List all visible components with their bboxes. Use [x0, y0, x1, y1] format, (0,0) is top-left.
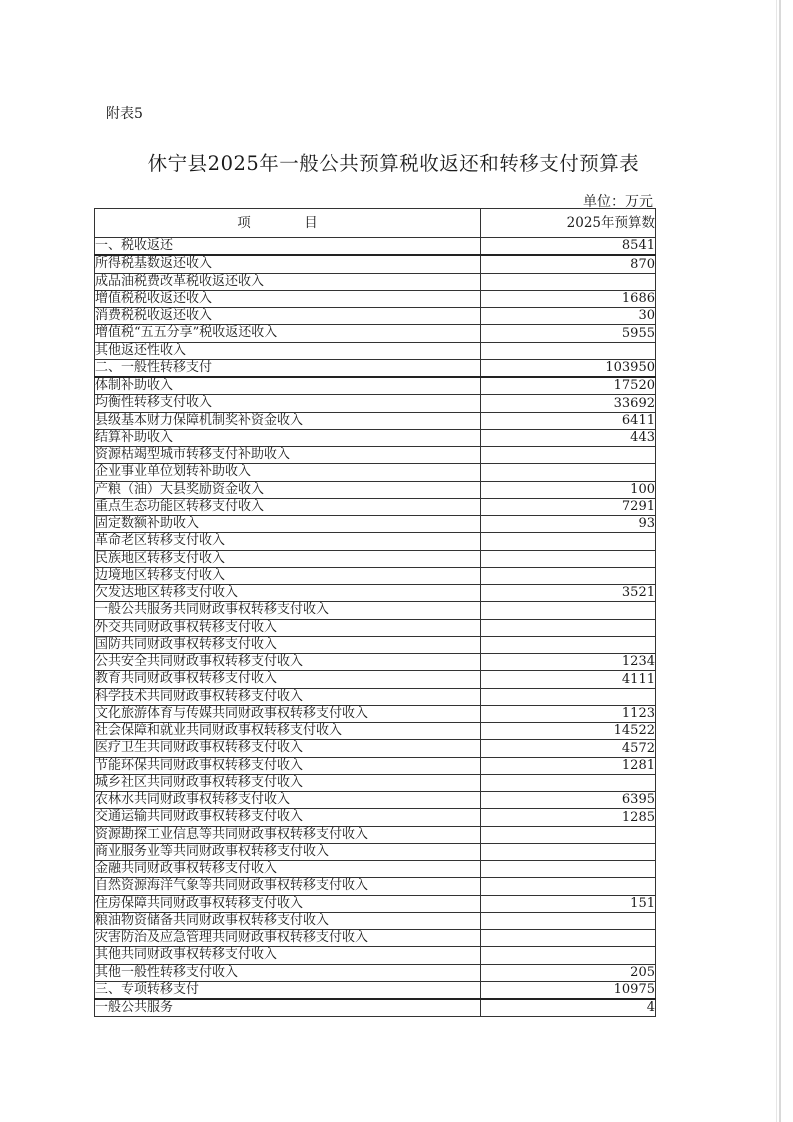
column-header-item: 项 目 [95, 209, 481, 238]
row-item-name: 金融共同财政事权转移支付收入 [95, 861, 481, 878]
row-budget-value [481, 342, 656, 359]
table-row [95, 636, 656, 653]
table-row [95, 273, 656, 290]
row-budget-value: 33692 [481, 395, 656, 412]
row-budget-value [481, 636, 656, 653]
row-budget-value [481, 533, 656, 550]
row-item-name: 节能环保共同财政事权转移支付收入 [95, 757, 481, 774]
table-row [95, 774, 656, 791]
row-item-name: 粮油物资储备共同财政事权转移支付收入 [95, 912, 481, 929]
table-row [95, 619, 656, 636]
row-budget-value [481, 774, 656, 791]
row-item-name: 资源枯竭型城市转移支付补助收入 [95, 447, 481, 464]
row-item-name: 教育共同财政事权转移支付收入 [95, 671, 481, 688]
page-title: 休宁县2025年一般公共预算税收返还和转移支付预算表 [147, 152, 640, 175]
row-budget-value: 1285 [481, 809, 656, 826]
row-budget-value: 870 [481, 255, 656, 273]
row-budget-value [481, 567, 656, 584]
row-budget-value [481, 878, 656, 895]
row-item-name: 结算补助收入 [95, 429, 481, 446]
row-budget-value [481, 947, 656, 964]
row-item-name: 成品油税费改革税收返还收入 [95, 273, 481, 290]
row-item-name: 体制补助收入 [95, 377, 481, 395]
row-item-name: 边境地区转移支付收入 [95, 567, 481, 584]
table-row [95, 999, 656, 1017]
row-budget-value: 1234 [481, 654, 656, 671]
row-budget-value [481, 861, 656, 878]
table-row [95, 843, 656, 860]
table-row [95, 429, 656, 446]
row-item-name: 增值税“五五分享”税收返还收入 [95, 325, 481, 342]
row-item-name: 所得税基数返还收入 [95, 255, 481, 273]
table-category-row [95, 359, 656, 377]
row-budget-value [481, 273, 656, 290]
budget-table [94, 208, 656, 1017]
row-item-name: 产粮（油）大县奖励资金收入 [95, 481, 481, 498]
row-budget-value: 7291 [481, 498, 656, 515]
scan-edge-inner [776, 0, 777, 1122]
row-item-name: 三、专项转移支付 [95, 981, 481, 999]
unit-label: 单位：万元 [583, 194, 653, 210]
row-item-name: 城乡社区共同财政事权转移支付收入 [95, 774, 481, 791]
table-row [95, 895, 656, 912]
row-budget-value [481, 447, 656, 464]
table-row [95, 325, 656, 342]
table-row [95, 809, 656, 826]
table-row [95, 757, 656, 774]
row-item-name: 企业事业单位划转补助收入 [95, 464, 481, 481]
row-budget-value [481, 688, 656, 705]
row-budget-value: 93 [481, 516, 656, 533]
table-row [95, 585, 656, 602]
row-budget-value: 103950 [481, 359, 656, 377]
row-item-name: 增值税税收返还收入 [95, 290, 481, 307]
row-budget-value [481, 912, 656, 929]
table-header-row [95, 209, 656, 238]
row-item-name: 一般公共服务 [95, 999, 481, 1017]
row-item-name: 灾害防治及应急管理共同财政事权转移支付收入 [95, 930, 481, 947]
column-header-budget: 2025年预算数 [481, 209, 656, 238]
table-row [95, 395, 656, 412]
table-row [95, 826, 656, 843]
row-budget-value: 151 [481, 895, 656, 912]
row-item-name: 住房保障共同财政事权转移支付收入 [95, 895, 481, 912]
row-item-name: 自然资源海洋气象等共同财政事权转移支付收入 [95, 878, 481, 895]
table-category-row [95, 238, 656, 256]
row-item-name: 欠发达地区转移支付收入 [95, 585, 481, 602]
row-budget-value: 4111 [481, 671, 656, 688]
row-item-name: 交通运输共同财政事权转移支付收入 [95, 809, 481, 826]
table-row [95, 412, 656, 429]
row-budget-value: 1281 [481, 757, 656, 774]
row-item-name: 资源勘探工业信息等共同财政事权转移支付收入 [95, 826, 481, 843]
table-row [95, 602, 656, 619]
row-budget-value: 6395 [481, 792, 656, 809]
row-budget-value: 4572 [481, 740, 656, 757]
table-row [95, 342, 656, 359]
row-budget-value: 100 [481, 481, 656, 498]
table-row [95, 723, 656, 740]
row-budget-value: 14522 [481, 723, 656, 740]
row-budget-value [481, 464, 656, 481]
row-item-name: 固定数额补助收入 [95, 516, 481, 533]
table-row [95, 688, 656, 705]
row-budget-value: 6411 [481, 412, 656, 429]
row-item-name: 二、一般性转移支付 [95, 359, 481, 377]
table-row [95, 654, 656, 671]
row-budget-value [481, 619, 656, 636]
row-item-name: 其他共同财政事权转移支付收入 [95, 947, 481, 964]
row-item-name: 公共安全共同财政事权转移支付收入 [95, 654, 481, 671]
table-row [95, 377, 656, 395]
row-item-name: 均衡性转移支付收入 [95, 395, 481, 412]
row-item-name: 民族地区转移支付收入 [95, 550, 481, 567]
table-row [95, 671, 656, 688]
row-budget-value: 443 [481, 429, 656, 446]
table-row [95, 740, 656, 757]
row-budget-value: 17520 [481, 377, 656, 395]
table-row [95, 308, 656, 325]
table-row [95, 705, 656, 722]
table-row [95, 550, 656, 567]
row-item-name: 其他返还性收入 [95, 342, 481, 359]
row-budget-value [481, 930, 656, 947]
row-budget-value [481, 826, 656, 843]
row-item-name: 农林水共同财政事权转移支付收入 [95, 792, 481, 809]
row-budget-value: 1686 [481, 290, 656, 307]
table-row [95, 498, 656, 515]
table-row [95, 255, 656, 273]
row-budget-value: 8541 [481, 238, 656, 256]
row-item-name: 医疗卫生共同财政事权转移支付收入 [95, 740, 481, 757]
row-budget-value: 4 [481, 999, 656, 1017]
row-item-name: 一般公共服务共同财政事权转移支付收入 [95, 602, 481, 619]
table-row [95, 516, 656, 533]
row-budget-value: 10975 [481, 981, 656, 999]
row-item-name: 国防共同财政事权转移支付收入 [95, 636, 481, 653]
row-item-name: 文化旅游体育与传媒共同财政事权转移支付收入 [95, 705, 481, 722]
table-row [95, 964, 656, 981]
row-budget-value: 30 [481, 308, 656, 325]
row-item-name: 社会保障和就业共同财政事权转移支付收入 [95, 723, 481, 740]
row-budget-value: 1123 [481, 705, 656, 722]
row-item-name: 其他一般性转移支付收入 [95, 964, 481, 981]
row-budget-value [481, 602, 656, 619]
row-budget-value: 205 [481, 964, 656, 981]
row-item-name: 科学技术共同财政事权转移支付收入 [95, 688, 481, 705]
row-budget-value [481, 550, 656, 567]
table-row [95, 290, 656, 307]
table-row [95, 447, 656, 464]
row-item-name: 重点生态功能区转移支付收入 [95, 498, 481, 515]
row-budget-value: 5955 [481, 325, 656, 342]
table-row [95, 792, 656, 809]
row-item-name: 一、税收返还 [95, 238, 481, 256]
row-budget-value: 3521 [481, 585, 656, 602]
table-row [95, 878, 656, 895]
scan-edge [779, 0, 781, 1122]
row-budget-value [481, 843, 656, 860]
table-body [95, 238, 656, 1017]
attachment-label: 附表5 [106, 106, 143, 122]
row-item-name: 商业服务业等共同财政事权转移支付收入 [95, 843, 481, 860]
table-row [95, 930, 656, 947]
table-row [95, 912, 656, 929]
table-row [95, 464, 656, 481]
table-category-row [95, 981, 656, 999]
table-row [95, 567, 656, 584]
table-row [95, 861, 656, 878]
row-item-name: 外交共同财政事权转移支付收入 [95, 619, 481, 636]
row-item-name: 县级基本财力保障机制奖补资金收入 [95, 412, 481, 429]
table-row [95, 947, 656, 964]
row-item-name: 消费税税收返还收入 [95, 308, 481, 325]
table-row [95, 533, 656, 550]
table-row [95, 481, 656, 498]
row-item-name: 革命老区转移支付收入 [95, 533, 481, 550]
